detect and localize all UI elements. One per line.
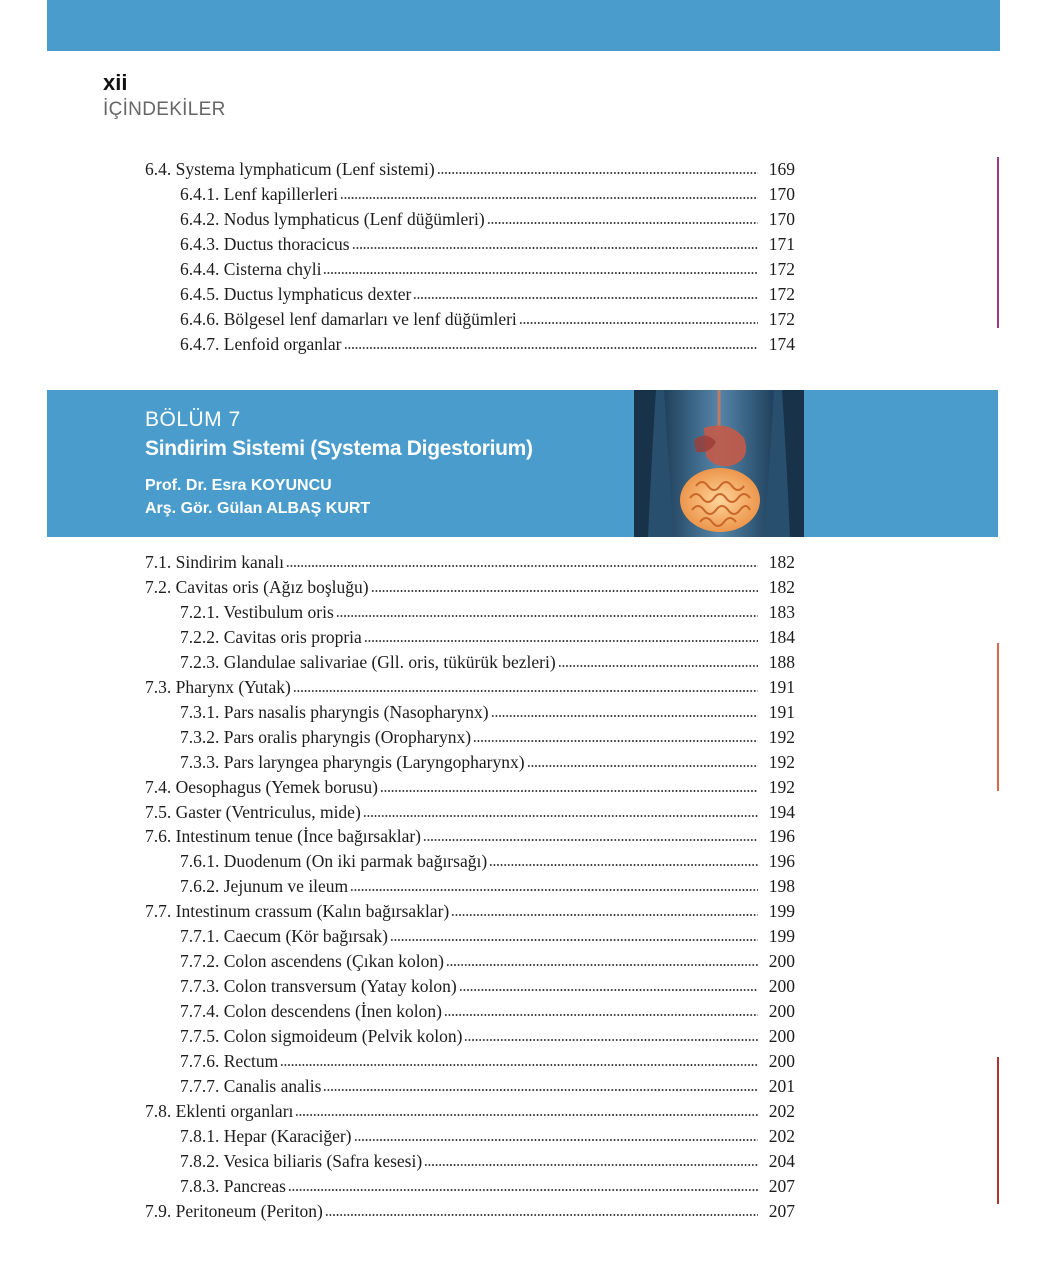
dot-leader (371, 589, 758, 593)
toc-entry-title (145, 157, 435, 182)
toc-entry (0, 700, 1046, 725)
toc-entry-page: 191 (768, 676, 795, 697)
toc-entry-text: Vesica biliaris (Safra kesesi) (223, 1150, 423, 1171)
digestive-system-illustration (634, 390, 804, 537)
toc-entry-page: 200 (768, 1051, 795, 1071)
dot-leader (451, 913, 758, 917)
toc-entry-page: 169 (768, 159, 795, 179)
toc-entry-number: 6.4. (145, 159, 172, 179)
toc-entry-page: 200 (768, 1001, 795, 1022)
toc-entry-title (145, 575, 369, 600)
toc-entry-text: Intestinum crassum (Kalın bağırsaklar) (175, 901, 450, 922)
toc-entry-number: 7.7.4. (180, 1001, 220, 1022)
toc-entry-number: 7.2. (145, 576, 172, 597)
toc-entry-text: Lenfoid organlar (223, 333, 342, 354)
toc-entry-page: 174 (768, 333, 795, 354)
toc-entry (0, 550, 1046, 575)
toc-entry-number: 7.3.3. (180, 751, 220, 772)
toc-entry-title (180, 750, 525, 775)
toc-entry-page: 192 (768, 751, 795, 772)
toc-entry-number: 6.4.3. (180, 233, 220, 254)
toc-entry-text: Pars nasalis pharyngis (Nasopharynx) (223, 701, 489, 722)
toc-entry (0, 824, 1046, 849)
toc-entry-title (180, 282, 411, 307)
toc-entry-page: 172 (768, 258, 795, 279)
toc-entry (0, 775, 1046, 800)
toc-entry-page: 198 (768, 876, 795, 897)
toc-entry (0, 625, 1046, 650)
dot-leader (489, 863, 758, 867)
toc-entry-text: Nodus lymphaticus (Lenf düğümleri) (223, 208, 485, 229)
toc-entry (0, 924, 1046, 949)
dot-leader (558, 664, 758, 668)
toc-entry-number: 6.4.7. (180, 333, 220, 354)
toc-entry-number: 7.8.2. (180, 1150, 220, 1171)
toc-entry-title (180, 874, 348, 899)
toc-entry-title (180, 257, 321, 282)
dot-leader (344, 346, 758, 350)
toc-entry-number: 6.4.1. (180, 183, 220, 204)
toc-entry-text: Glandulae salivariae (Gll. oris, tükürük bezleri) (223, 651, 556, 672)
toc-entry-number: 7.6.1. (180, 851, 220, 872)
toc-entry-text: Jejunum ve ileum (223, 876, 349, 897)
toc-entry-text: Peritoneum (Periton) (175, 1200, 323, 1221)
toc-entry-title (145, 675, 291, 700)
toc-entry-number: 7.3.2. (180, 726, 220, 747)
toc-entry-number: 7.7. (145, 901, 172, 922)
toc-entry-number: 7.6.2. (180, 876, 220, 897)
dot-leader (446, 963, 758, 967)
toc-entry (0, 1049, 1046, 1074)
toc-entry-title (180, 849, 487, 874)
toc-entry-text: Caecum (Kör bağırsak) (223, 926, 388, 947)
toc-entry-page: 182 (768, 552, 795, 572)
toc-entry-number: 7.2.1. (180, 601, 220, 622)
page-number: xii (103, 70, 128, 95)
toc-entry-number: 7.5. (145, 801, 172, 822)
toc-entry (0, 874, 1046, 899)
toc-entry-text: Gaster (Ventriculus, mide) (175, 801, 361, 822)
toc-entry (0, 675, 1046, 700)
toc-entry-page: 182 (768, 576, 795, 597)
toc-entry (0, 1099, 1046, 1124)
toc-entry-page: 183 (768, 601, 795, 622)
toc-entry-text: Canalis analis (223, 1075, 322, 1096)
dot-leader (293, 689, 758, 693)
toc-entry-text: Eklenti organları (175, 1100, 294, 1121)
toc-entry-title (180, 182, 338, 207)
toc-entry-page: 202 (768, 1125, 795, 1146)
toc-entry (0, 1124, 1046, 1149)
toc-entry (0, 257, 1046, 282)
toc-entry-page: 196 (768, 851, 795, 872)
toc-entry (0, 899, 1046, 924)
toc-entry-number: 6.4.2. (180, 208, 220, 229)
toc-entry-number: 7.4. (145, 776, 172, 797)
dot-leader (413, 296, 758, 300)
toc-entry-text: Ductus thoracicus (223, 233, 350, 254)
toc-entry-text: Cavitas oris propria (223, 626, 362, 647)
toc-entry-number: 7.7.7. (180, 1075, 220, 1096)
dot-leader (336, 614, 758, 618)
toc-entry-text: Colon sigmoideum (Pelvik kolon) (223, 1026, 463, 1047)
toc-entry (0, 282, 1046, 307)
toc-entry-number: 7.8.3. (180, 1175, 220, 1196)
dot-leader (491, 714, 758, 718)
toc-entry-number: 7.7.6. (180, 1051, 220, 1071)
toc-entry-number: 7.8.1. (180, 1125, 220, 1146)
toc-entry (0, 232, 1046, 257)
dot-leader (363, 814, 758, 818)
toc-entry-page: 172 (768, 308, 795, 329)
toc-entry-title (145, 550, 284, 575)
toc-entry-number: 7.9. (145, 1200, 172, 1221)
dot-leader (364, 639, 758, 643)
toc-entry-number: 6.4.5. (180, 283, 220, 304)
toc-entry-number: 6.4.6. (180, 308, 220, 329)
dot-leader (519, 321, 758, 325)
toc-entry-text: Ductus lymphaticus dexter (223, 283, 412, 304)
toc-entry-text: Oesophagus (Yemek borusu) (175, 776, 378, 797)
toc-entry-page: 200 (768, 1026, 795, 1047)
toc-entry-title (180, 725, 471, 750)
dot-leader (295, 1113, 758, 1117)
toc-entry-title (180, 1149, 422, 1174)
toc-entry (0, 750, 1046, 775)
toc-entry (0, 600, 1046, 625)
toc-entry (0, 999, 1046, 1024)
toc-entry (0, 650, 1046, 675)
toc-entry-text: Colon transversum (Yatay kolon) (223, 976, 457, 997)
toc-entry (0, 575, 1046, 600)
toc-entry-title (145, 1099, 293, 1124)
dot-leader (437, 171, 758, 175)
toc-entry-page: 184 (768, 626, 795, 647)
toc-entry-title (180, 650, 556, 675)
toc-entry-title (145, 800, 361, 825)
toc-entry (0, 849, 1046, 874)
toc-entry-number: 7.7.1. (180, 926, 220, 947)
toc-entry-title (180, 332, 342, 357)
toc-entry-number: 7.3. (145, 676, 172, 697)
dot-leader (352, 246, 758, 250)
chapter-author: Arş. Gör. Gülan ALBAŞ KURT (145, 500, 371, 517)
chapter-author: Prof. Dr. Esra KOYUNCU (145, 477, 332, 494)
toc-entry-text: Cisterna chyli (223, 258, 322, 279)
dot-leader (487, 221, 758, 225)
toc-entry (0, 207, 1046, 232)
toc-entry (0, 182, 1046, 207)
toc-entry (0, 1024, 1046, 1049)
toc-entry-page: 201 (768, 1075, 795, 1096)
dot-leader (424, 1163, 758, 1167)
toc-entry-number: 7.2.3. (180, 651, 220, 672)
top-color-band (47, 0, 1000, 51)
toc-entry-text: Pars oralis pharyngis (Oropharynx) (223, 726, 472, 747)
toc-entry-title (180, 307, 517, 332)
toc-entry-number: 7.3.1. (180, 701, 220, 722)
toc-entry-title (180, 974, 457, 999)
dot-leader (354, 1138, 758, 1142)
toc-entry-page: 192 (768, 726, 795, 747)
dot-leader (464, 1038, 758, 1042)
toc-entry (0, 974, 1046, 999)
toc-entry-number: 7.1. (145, 552, 172, 572)
toc-entry-number: 6.4.4. (180, 258, 220, 279)
toc-entry-text: Colon ascendens (Çıkan kolon) (223, 951, 444, 972)
toc-entry (0, 307, 1046, 332)
dot-leader (286, 564, 758, 568)
toc-entry-number: 7.6. (145, 826, 172, 847)
toc-entry-page: 200 (768, 976, 795, 997)
toc-entry-text: Systema lymphaticum (Lenf sistemi) (175, 159, 435, 179)
dot-leader (325, 1213, 758, 1217)
dot-leader (350, 888, 758, 892)
toc-entry (0, 949, 1046, 974)
toc-entry (0, 1074, 1046, 1099)
toc-entry-page: 207 (768, 1200, 795, 1221)
toc-entry-number: 7.7.5. (180, 1026, 220, 1047)
dot-leader (444, 1013, 758, 1017)
toc-entry-text: Colon descendens (İnen kolon) (223, 1001, 442, 1022)
toc-entry (0, 725, 1046, 750)
toc-entry-page: 202 (768, 1100, 795, 1121)
toc-entry-title (180, 949, 444, 974)
toc-entry-text: Lenf kapillerleri (223, 183, 338, 204)
toc-entry-text: Sindirim kanalı (175, 552, 285, 572)
toc-entry-text: Cavitas oris (Ağız boşluğu) (175, 576, 369, 597)
toc-entry-page: 199 (768, 926, 795, 947)
chapter-banner (47, 390, 998, 537)
dot-leader (390, 938, 758, 942)
toc-entry-page: 204 (768, 1150, 795, 1171)
toc-entry-text: Rectum (223, 1051, 279, 1071)
toc-entry-text: Vestibulum oris (223, 601, 334, 622)
toc-entry-page: 191 (768, 701, 795, 722)
toc-entry-text: Hepar (Karaciğer) (223, 1125, 352, 1146)
toc-entry-title (180, 1074, 321, 1099)
running-title: İÇİNDEKİLER (103, 99, 226, 120)
toc-entry-text: Duodenum (On iki parmak bağırsağı) (223, 851, 488, 872)
toc-entry-page: 194 (768, 801, 795, 822)
toc-entry-page: 207 (768, 1175, 795, 1196)
toc-entry-page: 200 (768, 951, 795, 972)
dot-leader (380, 789, 758, 793)
toc-entry-page: 192 (768, 776, 795, 797)
toc-entry-title (180, 1049, 278, 1074)
toc-entry (0, 157, 1046, 182)
toc-entry (0, 1199, 1046, 1224)
toc-entry-text: Intestinum tenue (İnce bağırsaklar) (175, 826, 422, 847)
toc-entry-title (145, 824, 421, 849)
toc-entry-title (180, 1024, 462, 1049)
toc-entry-title (145, 775, 378, 800)
dot-leader (527, 764, 758, 768)
toc-entry-title (180, 625, 362, 650)
toc-entry-text: Bölgesel lenf damarları ve lenf düğümleri (223, 308, 517, 329)
toc-entry-page: 196 (768, 826, 795, 847)
toc-entry-page: 172 (768, 283, 795, 304)
toc-entry-number: 7.2.2. (180, 626, 220, 647)
toc-entry-title (180, 600, 334, 625)
toc-entry-page: 170 (768, 208, 795, 229)
toc-entry-title (145, 1199, 323, 1224)
toc-entry (0, 800, 1046, 825)
chapter-label: BÖLÜM 7 (145, 408, 241, 431)
toc-entry-title (180, 207, 485, 232)
toc-entry-number: 7.7.3. (180, 976, 220, 997)
toc-entry-page: 188 (768, 651, 795, 672)
dot-leader (459, 988, 758, 992)
toc-entry-text: Pars laryngea pharyngis (Laryngopharynx) (223, 751, 525, 772)
toc-entry-text: Pancreas (223, 1175, 286, 1196)
toc-entry-text: Pharynx (Yutak) (175, 676, 291, 697)
dot-leader (323, 1088, 758, 1092)
chapter-title: Sindirim Sistemi (Systema Digestorium) (145, 437, 533, 460)
toc-entry-title (180, 924, 388, 949)
dot-leader (288, 1188, 758, 1192)
dot-leader (323, 271, 758, 275)
toc-entry-page: 170 (768, 183, 795, 204)
dot-leader (280, 1063, 758, 1067)
toc-entry-page: 199 (768, 901, 795, 922)
toc-entry (0, 1149, 1046, 1174)
dot-leader (340, 196, 758, 200)
toc-entry-page: 171 (768, 233, 795, 254)
dot-leader (423, 838, 758, 842)
toc-entry-title (180, 999, 442, 1024)
toc-entry-title (180, 700, 489, 725)
toc-entry (0, 1174, 1046, 1199)
dot-leader (473, 739, 758, 743)
toc-entry (0, 332, 1046, 357)
toc-entry-number: 7.7.2. (180, 951, 220, 972)
toc-entry-title (180, 1174, 286, 1199)
toc-entry-number: 7.8. (145, 1100, 172, 1121)
toc-entry-title (180, 1124, 352, 1149)
toc-entry-title (180, 232, 350, 257)
toc-entry-title (145, 899, 449, 924)
